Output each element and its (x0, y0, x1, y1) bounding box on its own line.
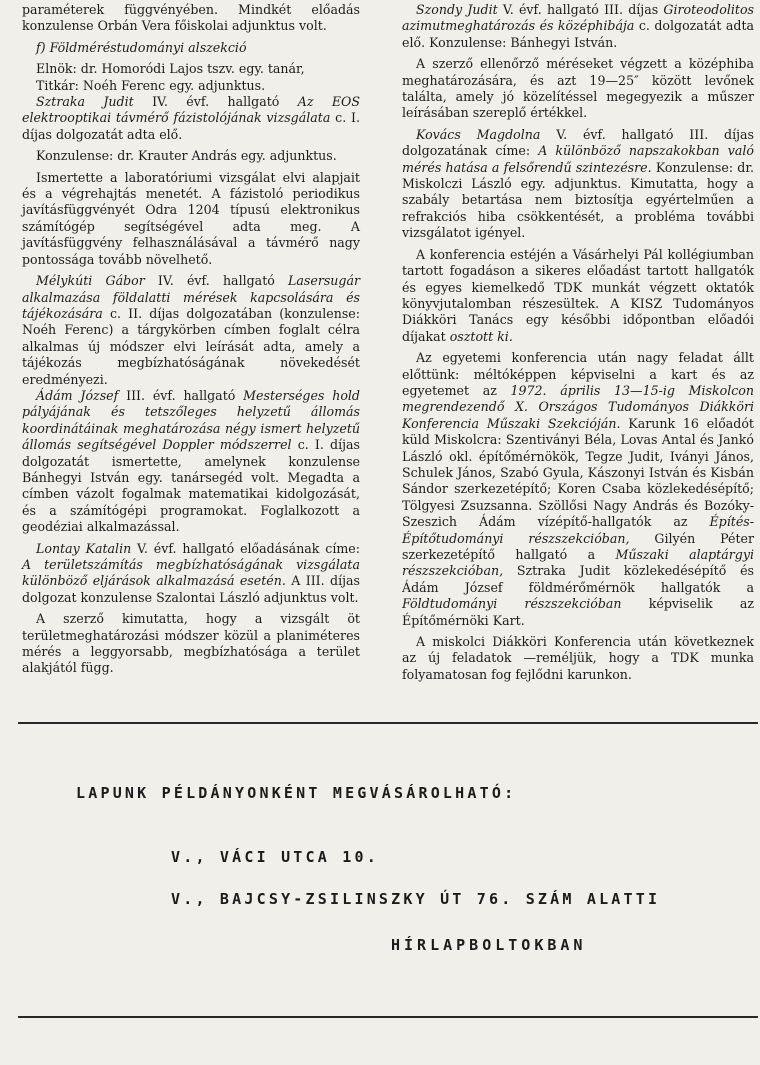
paragraph: Konzulense: dr. Krauter András egy. adjunktus. (36, 148, 337, 164)
paragraph: A konferencia estéjén a Vásárhelyi Pál kollégiumban tartott fogadáson a sikeres előadást tartott hallgatók és egyes kiemelkedő TDK munkát végzett oktatók könyvjutalomban részesültek. A KISZ Tudományos Diákköri Tanács egy későbbi időpontban előadói díjakat osztott ki. (402, 246, 754, 344)
notice-address: V., VÁCI UTCA 10. (171, 848, 379, 866)
paragraph: Mélykúti Gábor IV. évf. hallgató Lasersugár alkalmazása földalatti mérések kapcsolására és tájékozására c. II. díjas dolgozatában (konzulense: Noéh Ferenc) a tárgykörben címben foglalt célra alkalmas új módszer elvi leírását adta, amely a tájékozás megbízhatóságának növekedését eredményezi. (22, 273, 361, 387)
notice-address: V., BAJCSY-ZSILINSZKY ÚT 76. SZÁM ALATTI (171, 890, 661, 908)
paragraph: A miskolci Diákköri Konferencia után következnek az új feladatok —reméljük, hogy a TDK munka folyamatosan fog fejlődni karunkon. (402, 634, 754, 682)
notice-heading: LAPUNK PÉLDÁNYONKÉNT MEGVÁSÁROLHATÓ: (76, 784, 517, 802)
paragraph: Sztraka Judit IV. évf. hallgató Az EOS elektrooptikai távmérő fázistolójának vizsgálata c. I. díjas dolgozatát adta elő. (22, 94, 361, 142)
left-column (22, 2, 360, 677)
paragraph: A szerző kimutatta, hogy a vizsgált öt területmeghatározási módszer közül a planiméteres mérés a leggyorsabb, megbízhatósága a terület alakjától függ. (22, 611, 360, 676)
paragraph: Ismertette a laboratóriumi vizsgálat elvi alapjait és a végrehajtás menetét. A fázistoló periodikus javításfüggvényét Odra 1204 típusú elektronikus számítógép segítségével adta meg. A javításfüggvény felhasználásával a távmérő nagy pontossága tovább növelhető. (22, 169, 360, 267)
paragraph: Kovács Magdolna V. évf. hallgató III. díjas dolgozatának címe: A különböző napszakokban való mérés hatása a felsőrendű szintezésre. Konzulense: dr. Miskolczi László egy. adjunktus. Kimutatta, hogy a szabály betartása nem biztosítja egyértelműen a refrakciós hiba csökkentését, a probléma további vizsgálatot igényel. (402, 126, 755, 241)
divider (18, 722, 758, 724)
right-column (402, 2, 754, 683)
paragraph: Lontay Katalin V. évf. hallgató előadásának címe: A területszámítás megbízhatóságának vizsgálata különböző eljárások alkalmazásá esetén. A III. díjas dolgozat konzulense Szalontai László adjunktus volt. (22, 540, 361, 605)
paragraph: paraméterek függvényében. Mindkét előadás konzulense Orbán Vera főiskolai adjunktus volt. (22, 2, 360, 34)
paragraph: Az egyetemi konferencia után nagy feladat állt előttünk: méltóképpen képviselni a kart és az egyetemet az 1972. április 13—15-ig Miskolcon megrendezendő X. Országos Tudományos Diákköri Konferencia Műszaki Szekcióján. Karunk 16 előadót küld Miskolcra: Szentiványi Béla, Lovas Antal és Jankó László okl. építőmérnökök, Tegze Judit, Iványi János, Schulek János, Szabó Gyula, Kászonyi István és Kisbán Sándor szerkezetépítő; Koren Csaba közlekedésépítő; Tölgyesi Zsuzsanna. Szöllősi Nagy András és Bozóky-Szeszich Ádám vízépítő-hallgatók az Építés- Építőtudományi részszekcióban, Gilyén Péter szerkezetépítő hallgató a Műszaki alaptárgyi részszekcióban, Sztraka Judit közlekedésépítő és Ádám József földmérőmérnök hallgatók a Földtudományi részszekcióban képviselik az Építőmérnöki Kart. (402, 350, 755, 628)
paragraph: Szondy Judit V. évf. hallgató III. díjas Giroteodolitos azimutmeghatározás és középhibája c. dolgozatát adta elő. Konzulense: Bánhegyi István. (402, 2, 755, 50)
paragraph: A szerző ellenőrző méréseket végzett a középhiba meghatározására, és azt 19—25″ között levőnek találta, amely jó közelítéssel megegyezik a műszer leírásában szereplő értékkel. (402, 56, 754, 121)
secretary-line: Titkár: Noéh Ferenc egy. adjunktus. (36, 77, 266, 93)
chair-line: Elnök: dr. Homoródi Lajos tszv. egy. tanár, (36, 61, 305, 77)
divider (18, 1016, 758, 1018)
section-title: f) Földméréstudományi alszekció (36, 39, 247, 55)
notice-address: HÍRLAPBOLTOKBAN (391, 936, 587, 954)
paragraph: Ádám József III. évf. hallgató Mesterséges hold pályájának és tetszőleges helyzetű állomás koordinátáinak meghatározása négy ismert helyzetű állomás segítségével Doppler módszerrel c. I. díjas dolgozatát ismertette, amelynek konzulense Bánhegyi István egy. tanársegéd volt. Megadta a címben vázolt fogalmak matematikai kidolgozását, és a számítógépi programokat. Foglalkozott a geodéziai alkalmazással. (22, 387, 361, 535)
